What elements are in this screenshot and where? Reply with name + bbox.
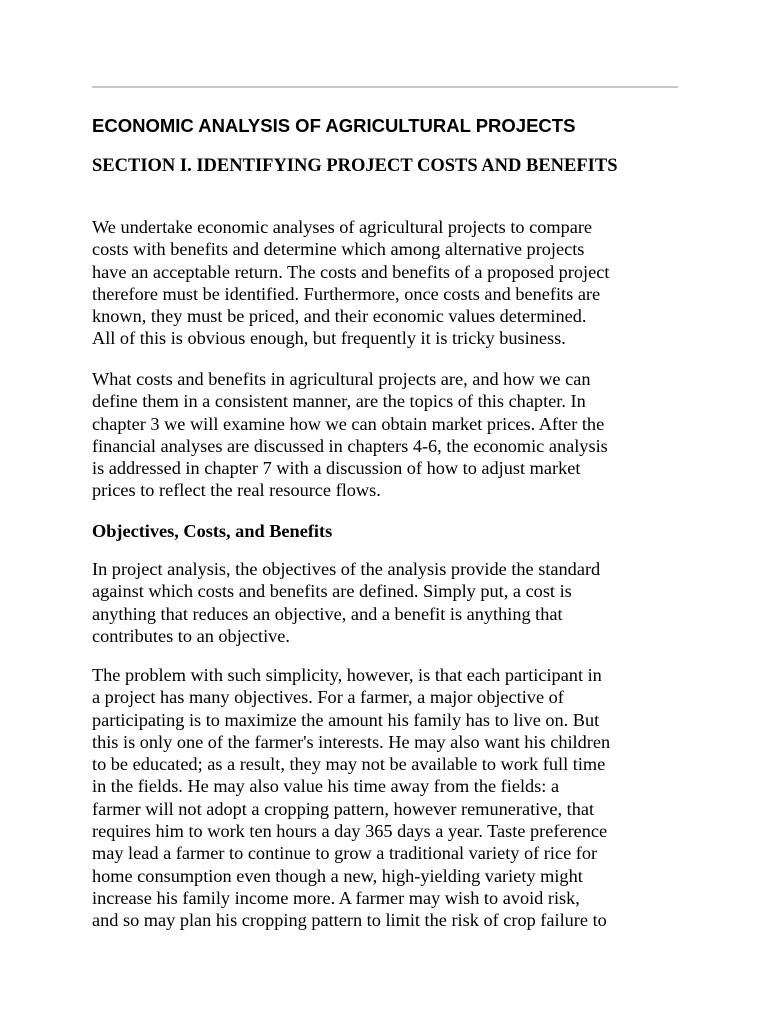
paragraph-line: is addressed in chapter 7 with a discussion of how to adjust market (92, 458, 581, 479)
paragraph-line: participating is to maximize the amount his family has to live on. But (92, 709, 600, 730)
paragraph-line: home consumption even though a new, high-yielding variety might (92, 865, 583, 886)
paragraph-line: define them in a consistent manner, are the topics of this chapter. In (92, 391, 586, 412)
paragraph-line: anything that reduces an objective, and a benefit is anything that (92, 603, 563, 624)
paragraph-line: We undertake economic analyses of agricultural projects to compare (92, 217, 593, 237)
paragraph-line: increase his family income more. A farmer may wish to avoid risk, (92, 887, 580, 908)
paragraph-line: What costs and benefits in agricultural projects are, and how we can (92, 369, 591, 389)
paragraph-line: financial analyses are discussed in chapters 4-6, the economic analysis (92, 435, 608, 456)
paragraph-line: have an acceptable return. The costs and benefits of a proposed project (92, 261, 610, 282)
paragraph-line: In project analysis, the objectives of the analysis provide the standard (92, 559, 601, 579)
paragraph-line: this is only one of the farmer's interests. He may also want his children (92, 731, 611, 752)
paragraph-definitions (92, 558, 678, 647)
section-heading: SECTION I. IDENTIFYING PROJECT COSTS AND BENEFITS (92, 156, 618, 176)
document-title: ECONOMIC ANALYSIS OF AGRICULTURAL PROJECTS (92, 115, 576, 136)
paragraph-line: to be educated; as a result, they may not be available to work full time (92, 754, 606, 775)
top-divider (92, 86, 678, 88)
paragraph-line: The problem with such simplicity, however, is that each participant in (92, 665, 602, 685)
paragraph-farmer-objectives (92, 664, 678, 932)
paragraph-line: known, they must be priced, and their economic values determined. (92, 306, 587, 327)
paragraph-line: may lead a farmer to continue to grow a traditional variety of rice for (92, 843, 598, 864)
paragraph-line: chapter 3 we will examine how we can obtain market prices. After the (92, 413, 605, 434)
paragraph-line: against which costs and benefits are defined. Simply put, a cost is (92, 581, 572, 602)
subheading-objectives: Objectives, Costs, and Benefits (92, 521, 333, 541)
paragraph-line: in the fields. He may also value his time away from the fields: a (92, 776, 560, 797)
paragraph-line: prices to reflect the real resource flows. (92, 480, 381, 501)
paragraph-line: farmer will not adopt a cropping pattern, however remunerative, that (92, 798, 595, 819)
paragraph-line: contributes to an objective. (92, 625, 290, 646)
paragraph-line: therefore must be identified. Furthermore, once costs and benefits are (92, 283, 601, 304)
paragraph-line: costs with benefits and determine which among alternative projects (92, 239, 585, 260)
paragraph-chapter-overview (92, 368, 678, 502)
paragraph-line: All of this is obvious enough, but frequently it is tricky business. (92, 328, 566, 349)
paragraph-line: requires him to work ten hours a day 365 days a year. Taste preference (92, 821, 608, 842)
paragraph-intro (92, 216, 678, 350)
paragraph-line: and so may plan his cropping pattern to limit the risk of crop failure to (92, 910, 607, 931)
paragraph-line: a project has many objectives. For a farmer, a major objective of (92, 687, 564, 708)
